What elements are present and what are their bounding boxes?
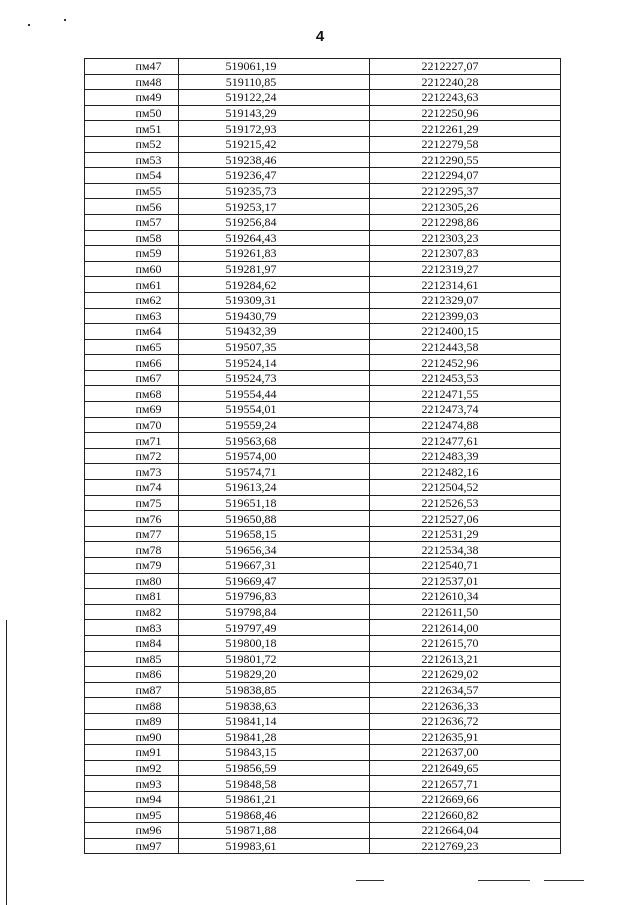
coord-x-cell: 519841,28: [179, 729, 370, 745]
point-id-cell: пм74: [85, 480, 179, 496]
coord-y-cell: 2212305,26: [370, 199, 561, 215]
point-id-cell: пм57: [85, 214, 179, 230]
point-id-cell: пм83: [85, 620, 179, 636]
coord-x-cell: 519656,34: [179, 542, 370, 558]
point-id-cell: пм86: [85, 667, 179, 683]
coord-x-cell: 519281,97: [179, 261, 370, 277]
point-id-cell: пм54: [85, 168, 179, 184]
table-row: [85, 355, 561, 371]
table-row: [85, 121, 561, 137]
table-row: [85, 136, 561, 152]
point-id-cell: пм81: [85, 589, 179, 605]
coord-y-cell: 2212527,06: [370, 511, 561, 527]
coord-y-cell: 2212261,29: [370, 121, 561, 137]
coord-x-cell: 519868,46: [179, 807, 370, 823]
coord-y-cell: 2212400,15: [370, 324, 561, 340]
table-row: [85, 105, 561, 121]
coord-y-cell: 2212657,71: [370, 776, 561, 792]
point-id-cell: пм70: [85, 417, 179, 433]
table-row: [85, 183, 561, 199]
point-id-cell: пм88: [85, 698, 179, 714]
point-id-cell: пм85: [85, 651, 179, 667]
point-id-cell: пм77: [85, 526, 179, 542]
coordinates-table: [84, 58, 561, 854]
coord-y-cell: 2212294,07: [370, 168, 561, 184]
coord-y-cell: 2212240,28: [370, 74, 561, 90]
coord-x-cell: 519253,17: [179, 199, 370, 215]
coord-x-cell: 519838,85: [179, 682, 370, 698]
coord-y-cell: 2212243,63: [370, 90, 561, 106]
coord-x-cell: 519554,01: [179, 402, 370, 418]
table-row: [85, 386, 561, 402]
coord-y-cell: 2212636,72: [370, 713, 561, 729]
table-row: [85, 324, 561, 340]
coord-y-cell: 2212473,74: [370, 402, 561, 418]
table-row: [85, 246, 561, 262]
coord-x-cell: 519801,72: [179, 651, 370, 667]
point-id-cell: пм66: [85, 355, 179, 371]
table-row: [85, 199, 561, 215]
coord-x-cell: 519563,68: [179, 433, 370, 449]
point-id-cell: пм62: [85, 292, 179, 308]
scan-speck: [28, 24, 30, 26]
coord-y-cell: 2212279,58: [370, 136, 561, 152]
point-id-cell: пм82: [85, 604, 179, 620]
table-row: [85, 682, 561, 698]
coord-x-cell: 519524,14: [179, 355, 370, 371]
coord-y-cell: 2212295,37: [370, 183, 561, 199]
coord-x-cell: 519856,59: [179, 760, 370, 776]
coord-x-cell: 519658,15: [179, 526, 370, 542]
coord-y-cell: 2212319,27: [370, 261, 561, 277]
coord-y-cell: 2212614,00: [370, 620, 561, 636]
table-row: [85, 542, 561, 558]
point-id-cell: пм75: [85, 495, 179, 511]
table-row: [85, 277, 561, 293]
coord-x-cell: 519235,73: [179, 183, 370, 199]
coord-x-cell: 519559,24: [179, 417, 370, 433]
coord-y-cell: 2212399,03: [370, 308, 561, 324]
point-id-cell: пм64: [85, 324, 179, 340]
coord-y-cell: 2212477,61: [370, 433, 561, 449]
table-row: [85, 745, 561, 761]
table-row: [85, 558, 561, 574]
coord-x-cell: 519669,47: [179, 573, 370, 589]
coord-y-cell: 2212531,29: [370, 526, 561, 542]
coord-x-cell: 519650,88: [179, 511, 370, 527]
coord-x-cell: 519848,58: [179, 776, 370, 792]
table-row: [85, 480, 561, 496]
point-id-cell: пм95: [85, 807, 179, 823]
coord-y-cell: 2212443,58: [370, 339, 561, 355]
table-row: [85, 620, 561, 636]
table-row: [85, 448, 561, 464]
table-row: [85, 589, 561, 605]
table-row: [85, 776, 561, 792]
table-row: [85, 760, 561, 776]
table-row: [85, 667, 561, 683]
coord-y-cell: 2212634,57: [370, 682, 561, 698]
point-id-cell: пм76: [85, 511, 179, 527]
point-id-cell: пм49: [85, 90, 179, 106]
coord-x-cell: 519261,83: [179, 246, 370, 262]
coord-y-cell: 2212629,02: [370, 667, 561, 683]
coord-x-cell: 519838,63: [179, 698, 370, 714]
coord-y-cell: 2212303,23: [370, 230, 561, 246]
point-id-cell: пм63: [85, 308, 179, 324]
coord-x-cell: 519796,83: [179, 589, 370, 605]
table-row: [85, 59, 561, 75]
coord-y-cell: 2212635,91: [370, 729, 561, 745]
coord-x-cell: 519524,73: [179, 370, 370, 386]
point-id-cell: пм93: [85, 776, 179, 792]
coord-x-cell: 519061,19: [179, 59, 370, 75]
table-row: [85, 713, 561, 729]
point-id-cell: пм56: [85, 199, 179, 215]
coord-y-cell: 2212298,86: [370, 214, 561, 230]
coord-y-cell: 2212307,83: [370, 246, 561, 262]
coordinates-table-body: [85, 59, 561, 854]
coord-x-cell: 519215,42: [179, 136, 370, 152]
table-row: [85, 526, 561, 542]
table-row: [85, 308, 561, 324]
coord-y-cell: 2212540,71: [370, 558, 561, 574]
point-id-cell: пм48: [85, 74, 179, 90]
footer-mark: [544, 880, 584, 881]
footer-mark: [356, 880, 384, 881]
table-row: [85, 168, 561, 184]
table-row: [85, 74, 561, 90]
point-id-cell: пм91: [85, 745, 179, 761]
point-id-cell: пм53: [85, 152, 179, 168]
coord-x-cell: 519871,88: [179, 823, 370, 839]
table-row: [85, 339, 561, 355]
coord-y-cell: 2212610,34: [370, 589, 561, 605]
point-id-cell: пм84: [85, 635, 179, 651]
coord-x-cell: 519667,31: [179, 558, 370, 574]
table-row: [85, 573, 561, 589]
coord-x-cell: 519613,24: [179, 480, 370, 496]
table-row: [85, 635, 561, 651]
page-number: 4: [315, 28, 325, 45]
table-row: [85, 152, 561, 168]
coord-x-cell: 519430,79: [179, 308, 370, 324]
coord-y-cell: 2212669,66: [370, 791, 561, 807]
table-row: [85, 698, 561, 714]
point-id-cell: пм78: [85, 542, 179, 558]
point-id-cell: пм90: [85, 729, 179, 745]
table-row: [85, 292, 561, 308]
table-row: [85, 511, 561, 527]
coord-x-cell: 519574,00: [179, 448, 370, 464]
coord-x-cell: 519432,39: [179, 324, 370, 340]
coord-x-cell: 519651,18: [179, 495, 370, 511]
table-row: [85, 90, 561, 106]
table-row: [85, 402, 561, 418]
point-id-cell: пм71: [85, 433, 179, 449]
coord-y-cell: 2212227,07: [370, 59, 561, 75]
coord-y-cell: 2212769,23: [370, 838, 561, 854]
coord-y-cell: 2212290,55: [370, 152, 561, 168]
point-id-cell: пм65: [85, 339, 179, 355]
point-id-cell: пм80: [85, 573, 179, 589]
point-id-cell: пм51: [85, 121, 179, 137]
coord-x-cell: 519861,21: [179, 791, 370, 807]
coord-y-cell: 2212636,33: [370, 698, 561, 714]
coord-x-cell: 519172,93: [179, 121, 370, 137]
point-id-cell: пм60: [85, 261, 179, 277]
coord-x-cell: 519284,62: [179, 277, 370, 293]
table-row: [85, 214, 561, 230]
coord-y-cell: 2212482,16: [370, 464, 561, 480]
coord-y-cell: 2212483,39: [370, 448, 561, 464]
point-id-cell: пм58: [85, 230, 179, 246]
coord-y-cell: 2212611,50: [370, 604, 561, 620]
table-row: [85, 417, 561, 433]
coord-y-cell: 2212471,55: [370, 386, 561, 402]
coord-x-cell: 519264,43: [179, 230, 370, 246]
coord-x-cell: 519256,84: [179, 214, 370, 230]
point-id-cell: пм92: [85, 760, 179, 776]
table-row: [85, 838, 561, 854]
scan-speck: [64, 19, 66, 21]
footer-mark: [478, 880, 530, 881]
coord-x-cell: 519574,71: [179, 464, 370, 480]
point-id-cell: пм52: [85, 136, 179, 152]
point-id-cell: пм55: [85, 183, 179, 199]
coord-x-cell: 519110,85: [179, 74, 370, 90]
table-row: [85, 464, 561, 480]
scan-edge-line: [6, 620, 7, 905]
point-id-cell: пм69: [85, 402, 179, 418]
coord-x-cell: 519797,49: [179, 620, 370, 636]
coord-x-cell: 519309,31: [179, 292, 370, 308]
point-id-cell: пм50: [85, 105, 179, 121]
coord-y-cell: 2212314,61: [370, 277, 561, 293]
point-id-cell: пм73: [85, 464, 179, 480]
coord-y-cell: 2212504,52: [370, 480, 561, 496]
coord-x-cell: 519238,46: [179, 152, 370, 168]
table-row: [85, 807, 561, 823]
point-id-cell: пм47: [85, 59, 179, 75]
coord-x-cell: 519507,35: [179, 339, 370, 355]
table-row: [85, 651, 561, 667]
table-row: [85, 261, 561, 277]
table-row: [85, 791, 561, 807]
table-row: [85, 433, 561, 449]
table-row: [85, 729, 561, 745]
coord-x-cell: 519554,44: [179, 386, 370, 402]
point-id-cell: пм97: [85, 838, 179, 854]
coord-y-cell: 2212637,00: [370, 745, 561, 761]
coord-y-cell: 2212329,07: [370, 292, 561, 308]
coord-y-cell: 2212615,70: [370, 635, 561, 651]
coord-x-cell: 519843,15: [179, 745, 370, 761]
coord-x-cell: 519798,84: [179, 604, 370, 620]
point-id-cell: пм96: [85, 823, 179, 839]
coord-x-cell: 519143,29: [179, 105, 370, 121]
coord-x-cell: 519236,47: [179, 168, 370, 184]
point-id-cell: пм59: [85, 246, 179, 262]
coord-y-cell: 2212526,53: [370, 495, 561, 511]
coord-x-cell: 519841,14: [179, 713, 370, 729]
coord-y-cell: 2212613,21: [370, 651, 561, 667]
coord-x-cell: 519983,61: [179, 838, 370, 854]
coord-y-cell: 2212534,38: [370, 542, 561, 558]
coord-x-cell: 519800,18: [179, 635, 370, 651]
point-id-cell: пм89: [85, 713, 179, 729]
coord-y-cell: 2212664,04: [370, 823, 561, 839]
point-id-cell: пм87: [85, 682, 179, 698]
coord-y-cell: 2212537,01: [370, 573, 561, 589]
coord-x-cell: 519829,20: [179, 667, 370, 683]
point-id-cell: пм94: [85, 791, 179, 807]
coord-y-cell: 2212660,82: [370, 807, 561, 823]
point-id-cell: пм61: [85, 277, 179, 293]
table-row: [85, 604, 561, 620]
table-row: [85, 823, 561, 839]
coord-x-cell: 519122,24: [179, 90, 370, 106]
coord-y-cell: 2212250,96: [370, 105, 561, 121]
coord-y-cell: 2212649,65: [370, 760, 561, 776]
point-id-cell: пм79: [85, 558, 179, 574]
point-id-cell: пм68: [85, 386, 179, 402]
point-id-cell: пм67: [85, 370, 179, 386]
coord-y-cell: 2212452,96: [370, 355, 561, 371]
coord-y-cell: 2212474,88: [370, 417, 561, 433]
table-row: [85, 370, 561, 386]
table-row: [85, 230, 561, 246]
point-id-cell: пм72: [85, 448, 179, 464]
table-row: [85, 495, 561, 511]
coord-y-cell: 2212453,53: [370, 370, 561, 386]
